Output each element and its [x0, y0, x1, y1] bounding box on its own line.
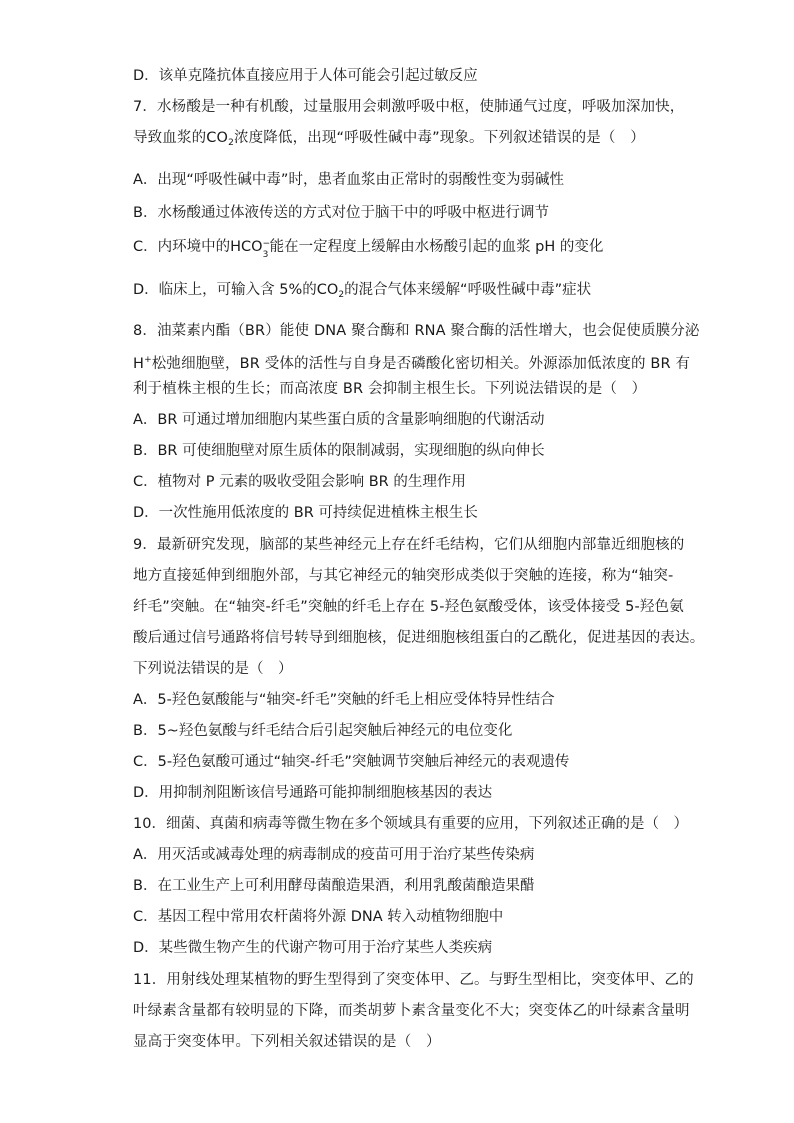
- text-line: A．出现“呼吸性碱中毒”时，患者血浆由正常时的弱酸性变为弱碱性: [133, 172, 564, 188]
- text-line: C．5-羟色氨酸可通过“轴突-纤毛”突触调节突触后神经元的表观遗传: [133, 754, 570, 770]
- text-line: A．5-羟色氨酸能与“轴突-纤毛”突触的纤毛上相应受体特异性结合: [133, 692, 555, 708]
- q11-stem-line-2: [133, 1001, 690, 1021]
- text-line: D．用抑制剂阻断该信号通路可能抑制细胞核基因的表达: [133, 785, 493, 801]
- text-line: C．植物对 P 元素的吸收受阻会影响 BR 的生理作用: [133, 474, 466, 490]
- co2-formula: $CO_2$: [206, 130, 234, 148]
- text-line: C．基因工程中常用农杆菌将外源 DNA 转入动植物细胞中: [133, 909, 504, 925]
- text-line: D．该单克隆抗体直接应用于人体可能会引起过敏反应: [133, 68, 478, 84]
- superscript: +: [144, 355, 152, 365]
- q6-option-d: [133, 66, 478, 86]
- q9-stem-line-2: [133, 566, 673, 586]
- q10-option-c: [133, 907, 503, 927]
- text-line: D．一次性施用低浓度的 BR 可持续促进植株主根生长: [133, 505, 478, 521]
- q7-stem-line-2: [133, 128, 645, 153]
- text-line: C．内环境中的: [133, 239, 231, 255]
- q8-option-d: [133, 503, 478, 523]
- q8-option-b: [133, 441, 545, 461]
- q7-option-d: [133, 280, 591, 305]
- q7-option-a: [133, 170, 564, 190]
- q7-option-c: [133, 237, 604, 260]
- text-line: 显高于突变体甲。下列相关叙述错误的是（ ）: [133, 1034, 441, 1050]
- text-line: 7．水杨酸是一种有机酸，过量服用会刺激呼吸中枢，使肺通气过度，呼吸加深加快，: [133, 99, 685, 115]
- text-line: H: [133, 356, 145, 372]
- q9-stem-line-4: [133, 628, 704, 648]
- q10-option-a: [133, 845, 534, 865]
- q10-option-d: [133, 938, 492, 958]
- q8-option-a: [133, 410, 545, 430]
- q8-option-c: [133, 472, 466, 492]
- q7-stem-line-1: [133, 97, 684, 117]
- text-line: 地方直接延伸到细胞外部，与其它神经元的轴突形成类似于突触的连接，称为“轴突-: [133, 568, 674, 584]
- text-line: 9．最新研究发现，脑部的某些神经元上存在纤毛结构，它们从细胞内部靠近细胞核的: [133, 537, 685, 553]
- text-line: 利于植株主根的生长；而高浓度 BR 会抑制主根生长。下列说法错误的是（ ）: [133, 381, 647, 397]
- q9-option-c: [133, 752, 569, 772]
- text-line: 的混合气体来缓解“呼吸性碱中毒”症状: [344, 282, 592, 298]
- text-line: 酸后通过信号通路将信号转导到细胞核，促进细胞核组蛋白的乙酰化，促进基因的表达。: [133, 630, 705, 646]
- q9-stem-line-3: [133, 597, 684, 617]
- text-line: D．某些微生物产生的代谢产物可用于治疗某些人类疾病: [133, 940, 493, 956]
- text-line: A．用灭活或减毒处理的病毒制成的疫苗可用于治疗某些传染病: [133, 847, 535, 863]
- text-line: 导致血浆的: [133, 130, 207, 146]
- text-line: 8．油菜素内酯（BR）能使 DNA 聚合酶和 RNA 聚合酶的活性增大，也会促使质膜分泌: [133, 323, 700, 339]
- text-line: B．在工业生产上可利用酵母菌酿造果酒，利用乳酸菌酿造果醋: [133, 878, 535, 894]
- text-line: B．BR 可使细胞壁对原生质体的限制减弱，实现细胞的纵向伸长: [133, 443, 545, 459]
- text-line: 能在一定程度上缓解由水杨酸引起的血浆 pH 的变化: [269, 239, 604, 255]
- text-line: D．临床上，可输入含 5%的: [133, 282, 317, 298]
- q9-option-d: [133, 783, 492, 803]
- q9-option-b: [133, 721, 512, 741]
- q8-stem-line-2: [133, 350, 690, 374]
- q11-stem-line-1: [133, 970, 694, 990]
- text-line: 11．用射线处理某植物的野生型得到了突变体甲、乙。与野生型相比，突变体甲、乙的: [133, 972, 694, 988]
- q9-stem-line-5: [133, 659, 293, 679]
- text-line: 10．细菌、真菌和病毒等微生物在多个领域具有重要的应用，下列叙述正确的是（ ）: [133, 816, 688, 832]
- q8-stem-line-3: [133, 379, 646, 399]
- q9-option-a: [133, 690, 555, 710]
- q10-option-b: [133, 876, 534, 896]
- co2-formula: $CO_2$: [316, 282, 345, 300]
- q7-option-b: [133, 203, 549, 223]
- hco3-formula: HCO − 3: [230, 239, 271, 260]
- q8-stem-line-1: [133, 321, 700, 341]
- text-line: 下列说法错误的是（ ）: [133, 661, 293, 677]
- text-line: 松弛细胞壁，BR 受体的活性与自身是否磷酸化密切相关。外源添加低浓度的 BR 有: [151, 356, 691, 372]
- q11-stem-line-3: [133, 1032, 441, 1052]
- text-line: 纤毛”突触。在“轴突-纤毛”突触的纤毛上存在 5-羟色氨酸受体，该受体接受 5-羟色氨: [133, 599, 684, 615]
- q9-stem-line-1: [133, 535, 684, 555]
- text-line: 叶绿素含量都有较明显的下降，而类胡萝卜素含量变化不大；突变体乙的叶绿素含量明: [133, 1003, 690, 1019]
- text-line: B．水杨酸通过体液传送的方式对位于脑干中的呼吸中枢进行调节: [133, 205, 549, 221]
- text-line: B．5~羟色氨酸与纤毛结合后引起突触后神经元的电位变化: [133, 723, 513, 739]
- text-line: A．BR 可通过增加细胞内某些蛋白质的含量影响细胞的代谢活动: [133, 412, 545, 428]
- q10-stem: [133, 814, 688, 834]
- text-line: 浓度降低，出现“呼吸性碱中毒”现象。下列叙述错误的是（ ）: [233, 130, 645, 146]
